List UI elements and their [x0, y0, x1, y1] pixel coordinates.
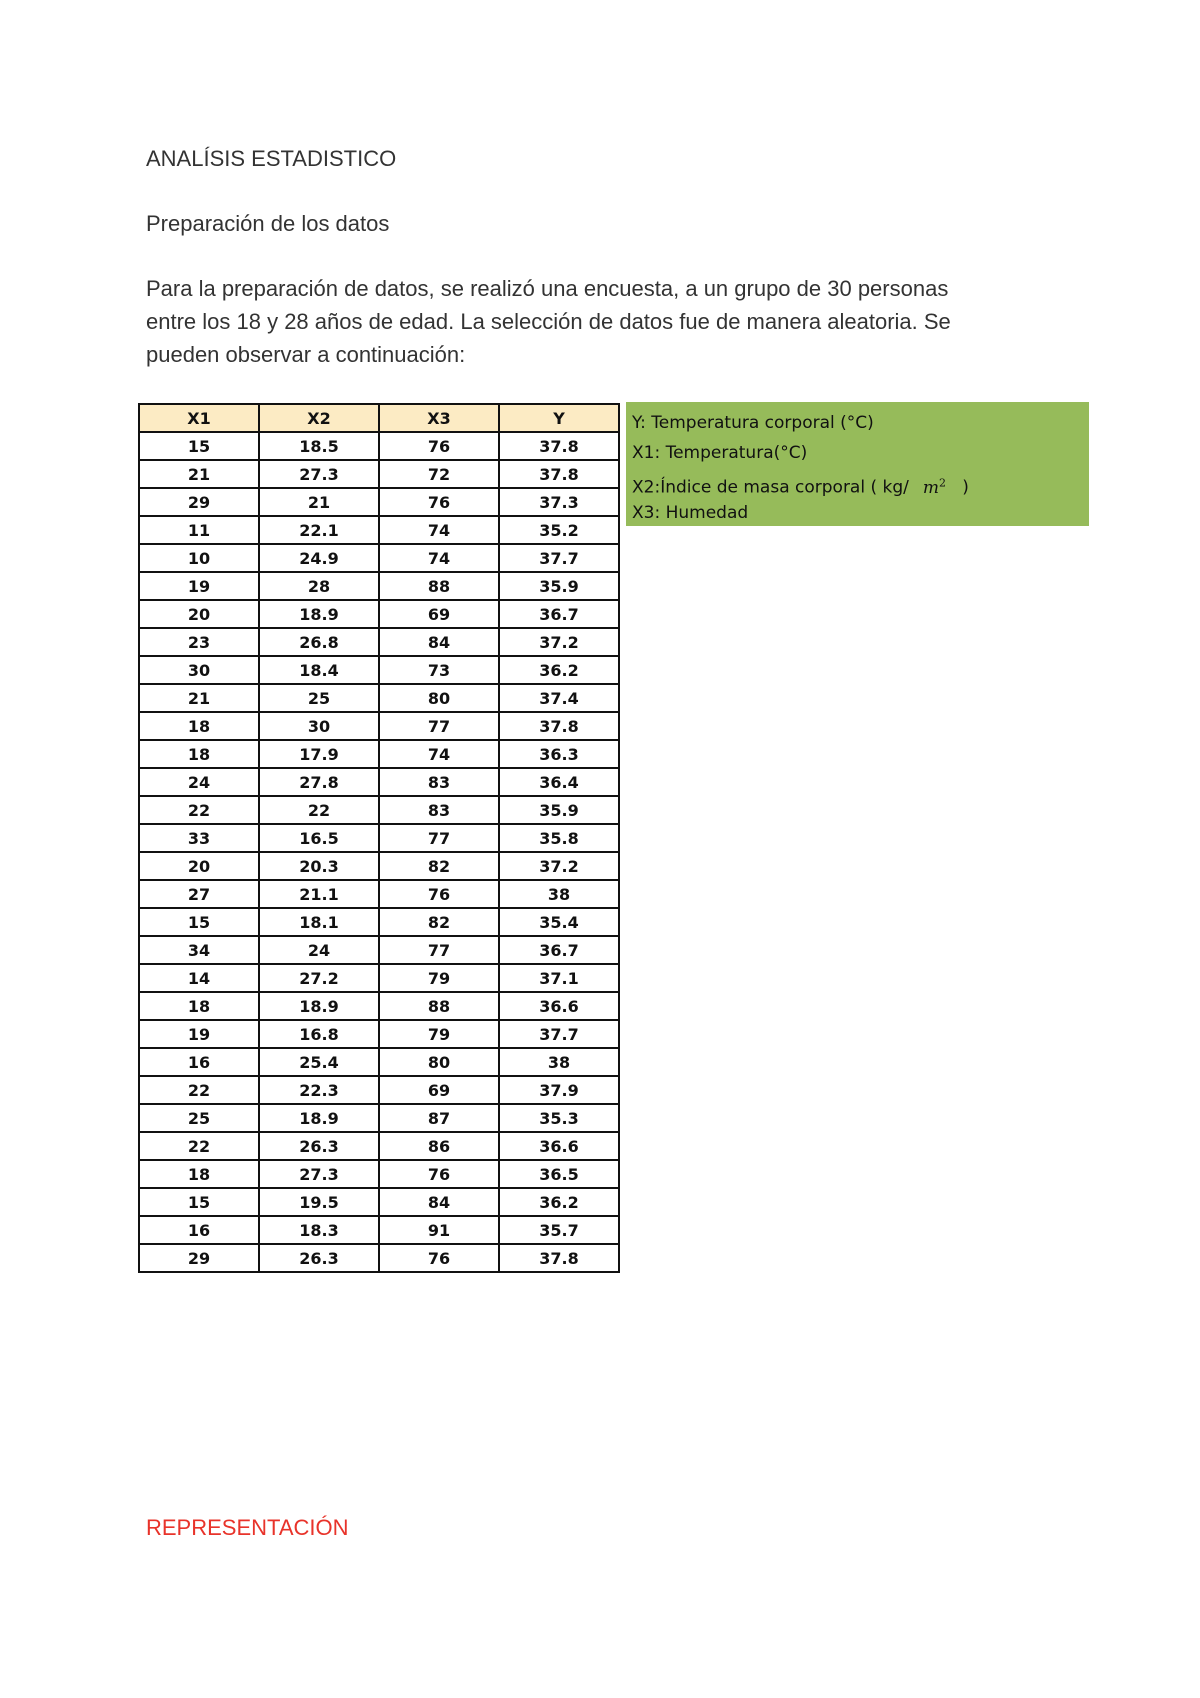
table-cell: 37.3	[499, 488, 619, 516]
table-cell: 36.7	[499, 600, 619, 628]
legend-x3: X3: Humedad	[632, 503, 749, 523]
legend-x1: X1: Temperatura(°C)	[632, 443, 808, 463]
page-title: ANALÍSIS ESTADISTICO	[146, 146, 397, 171]
table-cell: 36.7	[499, 936, 619, 964]
legend-y: Y: Temperatura corporal (°C)	[632, 413, 874, 433]
table-cell: 29	[139, 488, 259, 516]
table-cell: 76	[379, 1160, 499, 1188]
table-cell: 74	[379, 740, 499, 768]
table-cell: 22	[139, 796, 259, 824]
table-cell: 35.3	[499, 1104, 619, 1132]
table-cell: 37.8	[499, 1244, 619, 1272]
table-cell: 18	[139, 712, 259, 740]
table-cell: 35.7	[499, 1216, 619, 1244]
table-cell: 24.9	[259, 544, 379, 572]
table-cell: 37.1	[499, 964, 619, 992]
next-section-heading: REPRESENTACIÓN	[146, 1515, 349, 1540]
table-cell: 26.8	[259, 628, 379, 656]
table-cell: 80	[379, 1048, 499, 1076]
data-table	[138, 403, 620, 1273]
table-cell: 24	[139, 768, 259, 796]
table-cell: 15	[139, 908, 259, 936]
table-cell: 80	[379, 684, 499, 712]
table-row	[139, 684, 619, 712]
paragraph-line: pueden observar a continuación:	[146, 342, 466, 367]
table-cell: 16	[139, 1048, 259, 1076]
table-cell: 15	[139, 432, 259, 460]
section-heading: Preparación de los datos	[146, 211, 390, 236]
legend-x2-unit: $m^2$	[922, 476, 946, 498]
table-cell: 15	[139, 1188, 259, 1216]
table-cell: 74	[379, 516, 499, 544]
table-cell: 29	[139, 1244, 259, 1272]
table-cell: 18.5	[259, 432, 379, 460]
table-cell: 25	[139, 1104, 259, 1132]
table-cell: 82	[379, 908, 499, 936]
table-cell: 21	[259, 488, 379, 516]
table-cell: 30	[139, 656, 259, 684]
variable-legend	[626, 402, 1089, 526]
table-cell: 76	[379, 880, 499, 908]
table-cell: 91	[379, 1216, 499, 1244]
table-cell: 27.2	[259, 964, 379, 992]
column-header-x2: X2	[259, 404, 379, 432]
table-cell: 18.3	[259, 1216, 379, 1244]
table-row	[139, 544, 619, 572]
table-cell: 23	[139, 628, 259, 656]
table-row	[139, 1076, 619, 1104]
table-cell: 35.8	[499, 824, 619, 852]
table-cell: 69	[379, 600, 499, 628]
table-cell: 74	[379, 544, 499, 572]
table-cell: 35.4	[499, 908, 619, 936]
table-cell: 37.9	[499, 1076, 619, 1104]
table-cell: 21.1	[259, 880, 379, 908]
column-header-y: Y	[499, 404, 619, 432]
table-cell: 30	[259, 712, 379, 740]
table-row	[139, 908, 619, 936]
table-row	[139, 740, 619, 768]
legend-x2-close: )	[962, 477, 969, 498]
legend-x2-label: X2:Índice de masa corporal ( kg/	[632, 477, 909, 498]
table-cell: 14	[139, 964, 259, 992]
table-cell: 79	[379, 964, 499, 992]
table-cell: 22.1	[259, 516, 379, 544]
table-cell: 10	[139, 544, 259, 572]
table-row	[139, 516, 619, 544]
table-cell: 27.3	[259, 1160, 379, 1188]
table-cell: 87	[379, 1104, 499, 1132]
table-cell: 27.3	[259, 460, 379, 488]
table-cell: 79	[379, 1020, 499, 1048]
table-cell: 18.9	[259, 1104, 379, 1132]
table-cell: 37.4	[499, 684, 619, 712]
table-header-row	[139, 404, 619, 432]
table-cell: 22	[259, 796, 379, 824]
table-cell: 11	[139, 516, 259, 544]
table-cell: 20.3	[259, 852, 379, 880]
table-row	[139, 712, 619, 740]
table-cell: 76	[379, 488, 499, 516]
table-row	[139, 628, 619, 656]
table-row	[139, 1048, 619, 1076]
column-header-x1: X1	[139, 404, 259, 432]
table-cell: 18.4	[259, 656, 379, 684]
table-cell: 36.2	[499, 1188, 619, 1216]
table-cell: 36.2	[499, 656, 619, 684]
table-cell: 37.8	[499, 432, 619, 460]
table-cell: 26.3	[259, 1244, 379, 1272]
table-cell: 26.3	[259, 1132, 379, 1160]
table-cell: 77	[379, 936, 499, 964]
table-cell: 36.4	[499, 768, 619, 796]
table-cell: 36.6	[499, 992, 619, 1020]
table-cell: 37.8	[499, 460, 619, 488]
table-cell: 27.8	[259, 768, 379, 796]
table-cell: 36.5	[499, 1160, 619, 1188]
table-row	[139, 1160, 619, 1188]
table-row	[139, 1132, 619, 1160]
table-cell: 69	[379, 1076, 499, 1104]
table-cell: 84	[379, 628, 499, 656]
table-row	[139, 852, 619, 880]
table-row	[139, 488, 619, 516]
table-cell: 35.9	[499, 796, 619, 824]
table-row	[139, 1244, 619, 1272]
table-cell: 18.9	[259, 600, 379, 628]
table-row	[139, 768, 619, 796]
table-cell: 18	[139, 740, 259, 768]
table-cell: 88	[379, 572, 499, 600]
table-row	[139, 936, 619, 964]
legend-x2	[632, 468, 1089, 498]
paragraph-line: entre los 18 y 28 años de edad. La selección de datos fue de manera aleatoria. Se	[146, 309, 951, 334]
table-row	[139, 880, 619, 908]
table-cell: 22	[139, 1076, 259, 1104]
table-cell: 88	[379, 992, 499, 1020]
table-cell: 16.5	[259, 824, 379, 852]
table-cell: 18	[139, 992, 259, 1020]
table-cell: 16.8	[259, 1020, 379, 1048]
table-body	[139, 432, 619, 1272]
table-cell: 84	[379, 1188, 499, 1216]
table-cell: 82	[379, 852, 499, 880]
table-cell: 18	[139, 1160, 259, 1188]
table-cell: 19.5	[259, 1188, 379, 1216]
table-row	[139, 1104, 619, 1132]
table-cell: 22	[139, 1132, 259, 1160]
table-cell: 34	[139, 936, 259, 964]
table-cell: 21	[139, 460, 259, 488]
table-row	[139, 964, 619, 992]
table-cell: 21	[139, 684, 259, 712]
table-cell: 86	[379, 1132, 499, 1160]
table-cell: 37.2	[499, 852, 619, 880]
table-row	[139, 796, 619, 824]
paragraph-line: Para la preparación de datos, se realizó una encuesta, a un grupo de 30 personas	[146, 276, 949, 301]
table-cell: 37.7	[499, 1020, 619, 1048]
table-cell: 83	[379, 768, 499, 796]
table-row	[139, 432, 619, 460]
table-cell: 38	[499, 1048, 619, 1076]
table-cell: 77	[379, 712, 499, 740]
table-cell: 19	[139, 572, 259, 600]
table-cell: 37.7	[499, 544, 619, 572]
table-row	[139, 1188, 619, 1216]
table-cell: 72	[379, 460, 499, 488]
table-cell: 37.8	[499, 712, 619, 740]
table-cell: 24	[259, 936, 379, 964]
table-cell: 28	[259, 572, 379, 600]
table-cell: 35.2	[499, 516, 619, 544]
table-cell: 19	[139, 1020, 259, 1048]
table-cell: 16	[139, 1216, 259, 1244]
table-cell: 77	[379, 824, 499, 852]
intro-paragraph	[146, 272, 1076, 371]
table-row	[139, 824, 619, 852]
table-cell: 38	[499, 880, 619, 908]
table-row	[139, 572, 619, 600]
table-cell: 25.4	[259, 1048, 379, 1076]
table-cell: 27	[139, 880, 259, 908]
table-cell: 18.9	[259, 992, 379, 1020]
table-row	[139, 1020, 619, 1048]
table-cell: 17.9	[259, 740, 379, 768]
table-cell: 37.2	[499, 628, 619, 656]
table-row	[139, 1216, 619, 1244]
table-cell: 76	[379, 1244, 499, 1272]
table-cell: 33	[139, 824, 259, 852]
table-row	[139, 600, 619, 628]
table-cell: 25	[259, 684, 379, 712]
column-header-x3: X3	[379, 404, 499, 432]
table-cell: 73	[379, 656, 499, 684]
table-cell: 76	[379, 432, 499, 460]
table-cell: 35.9	[499, 572, 619, 600]
table-cell: 83	[379, 796, 499, 824]
table-row	[139, 460, 619, 488]
table-cell: 36.3	[499, 740, 619, 768]
table-cell: 22.3	[259, 1076, 379, 1104]
table-row	[139, 656, 619, 684]
table-cell: 20	[139, 852, 259, 880]
table-cell: 18.1	[259, 908, 379, 936]
table-row	[139, 992, 619, 1020]
table-cell: 36.6	[499, 1132, 619, 1160]
table-cell: 20	[139, 600, 259, 628]
